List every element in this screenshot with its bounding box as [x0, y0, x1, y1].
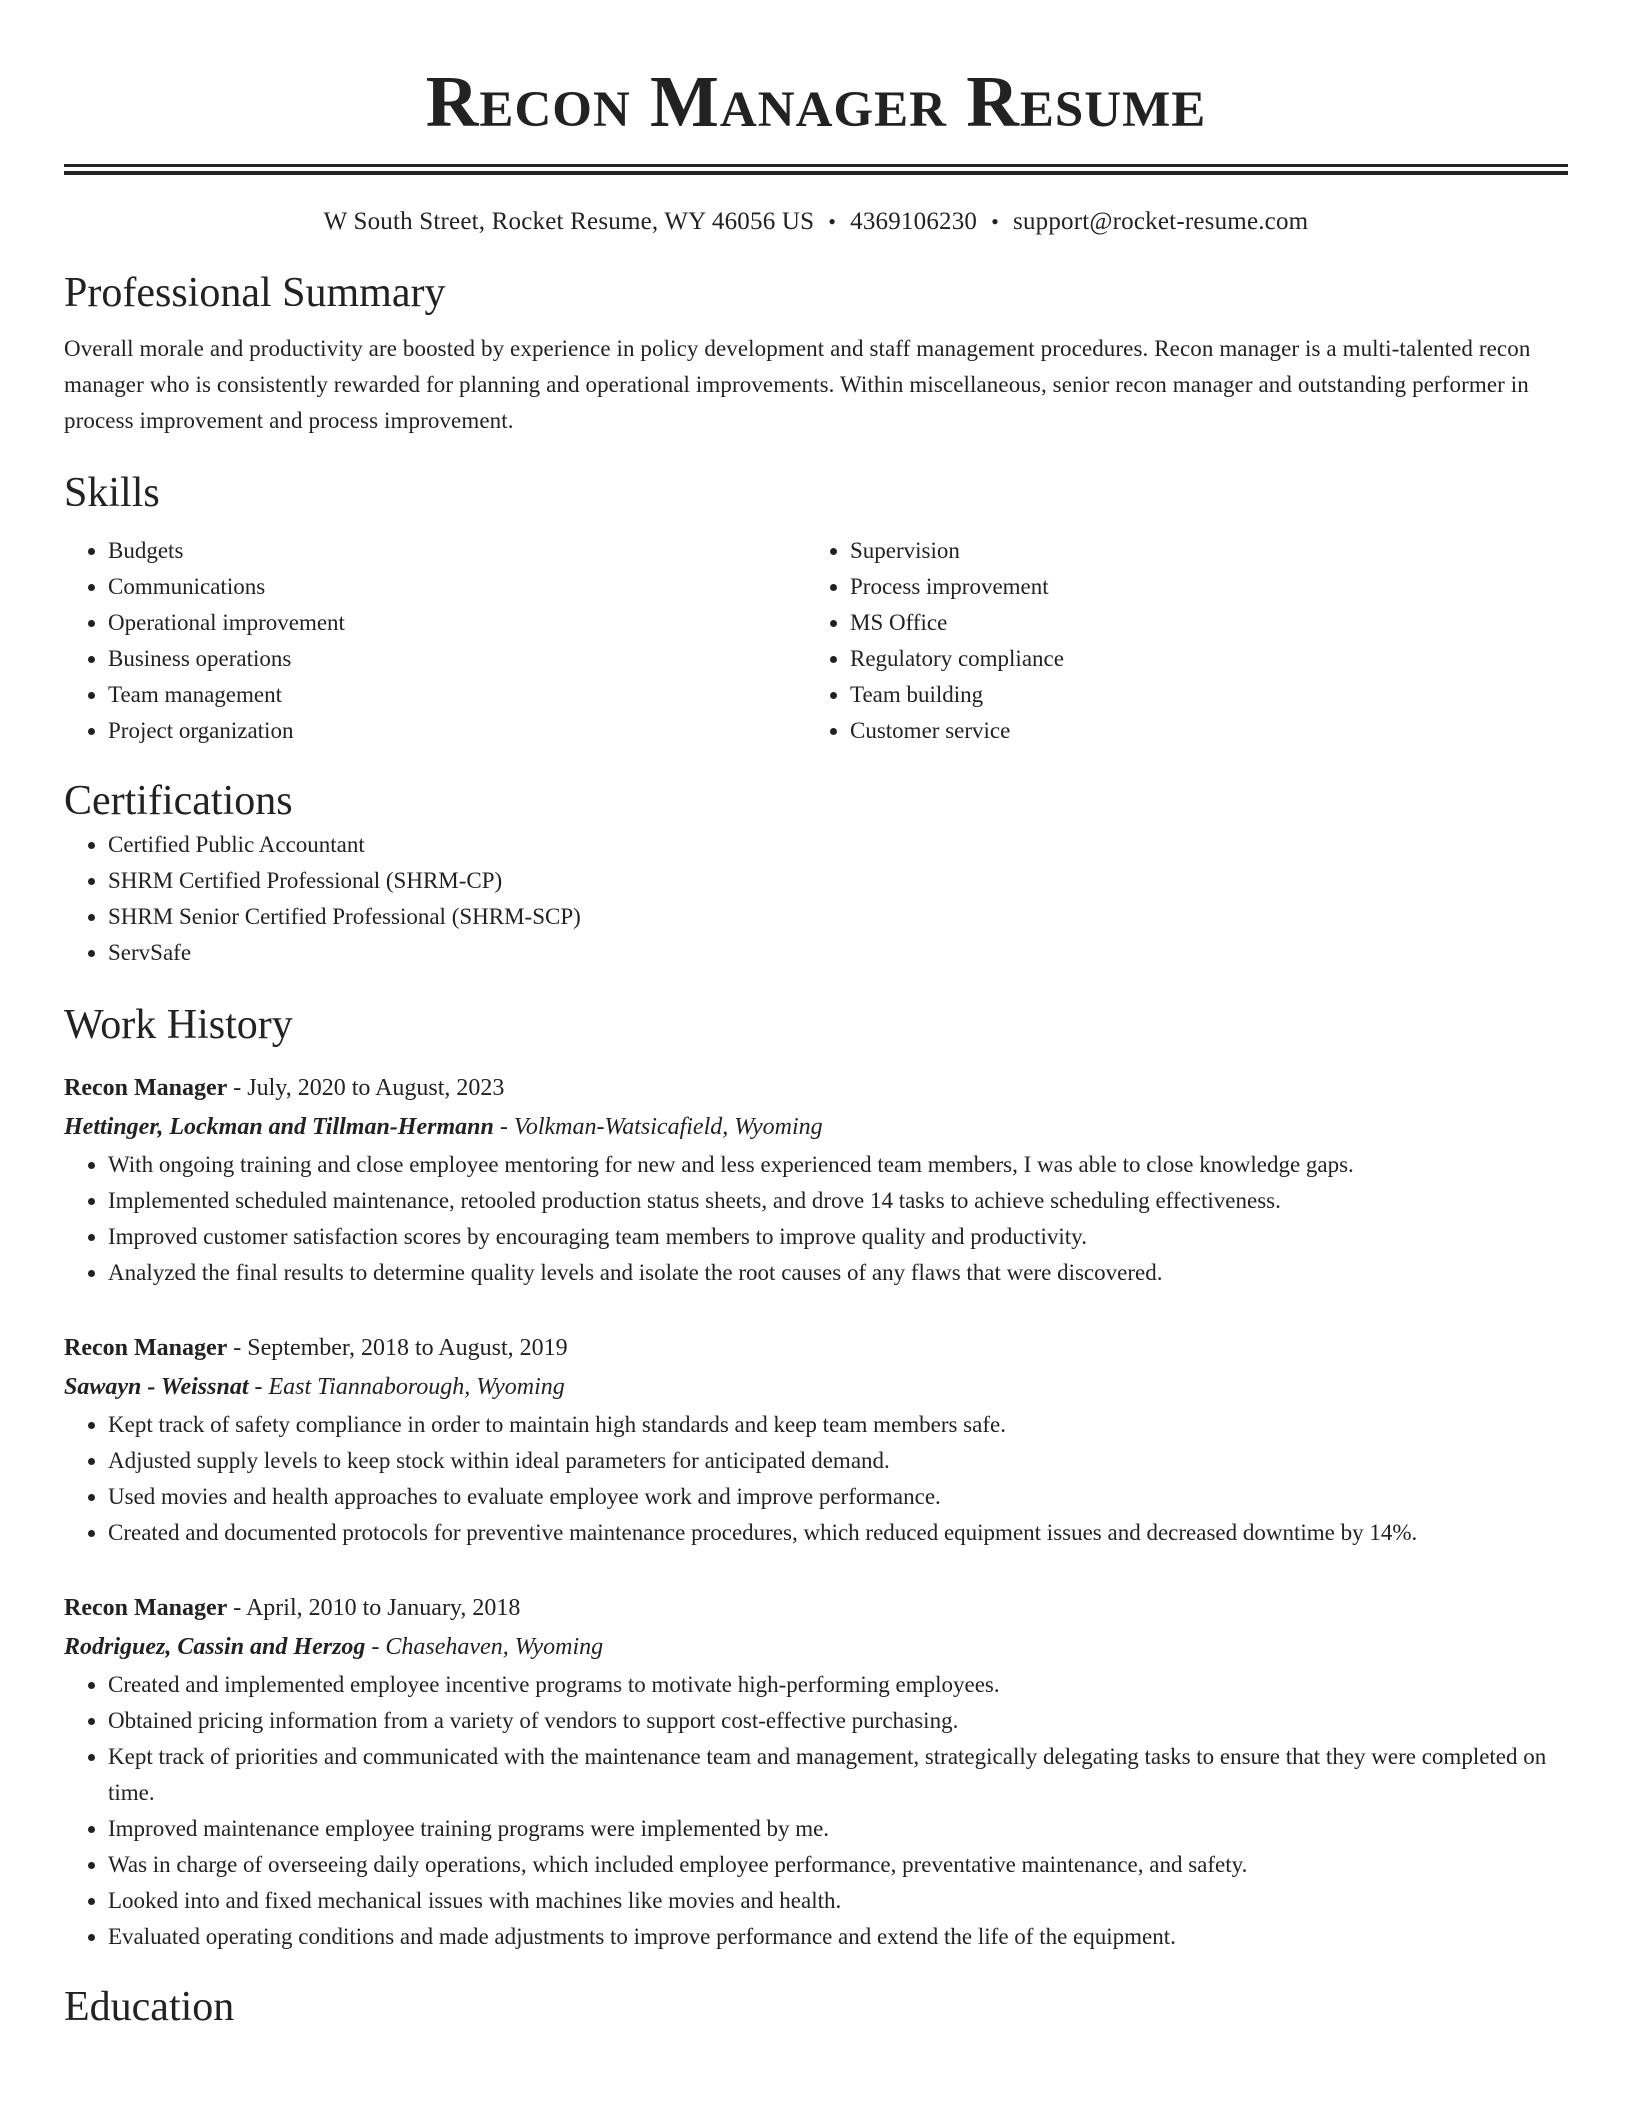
job-location: - Volkman-Watsicafield, Wyoming — [493, 1114, 823, 1140]
summary-text: Overall morale and productivity are boosted by experience in policy development and staff management procedures. Recon manager is a multi-talented recon manager who is consistently rewarded for planning and operational improvements. Within miscellaneous, senior recon manager and outstanding performer in process improvement and process improvement. — [64, 336, 1531, 433]
skills-column-left — [64, 533, 806, 749]
contact-separator: • — [991, 209, 1000, 234]
job-role: Recon Manager — [64, 1595, 228, 1621]
job-company-line — [64, 1627, 1568, 1667]
job-duty-item: • Kept track of priorities and communicated with the maintenance team and management, strategically delegating tasks to ensure that they were completed on time. — [108, 1739, 1568, 1811]
job-duty-item: • Created and implemented employee incentive programs to motivate high-performing employees. — [108, 1667, 1568, 1703]
contact-email: support@rocket-resume.com — [1013, 208, 1309, 235]
job-duty-item: • Looked into and fixed mechanical issues with machines like movies and health. — [108, 1883, 1568, 1919]
skill-item: • Project organization — [108, 713, 806, 749]
job-duty-item: • With ongoing training and close employee mentoring for new and less experienced team members, I was able to close knowledge gaps. — [108, 1147, 1568, 1183]
job-duty-item: • Was in charge of overseeing daily operations, which included employee performance, preventative maintenance, and safety. — [108, 1847, 1568, 1883]
job-entry — [64, 1329, 1568, 1551]
job-duty-item: • Analyzed the final results to determine quality levels and isolate the root causes of any flaws that were discovered. — [108, 1255, 1568, 1291]
page-title: Recon Manager Resume — [425, 61, 1207, 142]
skill-item: • Process improvement — [850, 569, 1548, 605]
job-entry — [64, 1589, 1568, 1955]
certification-item: • SHRM Senior Certified Professional (SHRM-SCP) — [108, 899, 1568, 935]
job-location: - East Tiannaborough, Wyoming — [248, 1374, 565, 1400]
job-duty-item: • Kept track of safety compliance in order to maintain high standards and keep team members safe. — [108, 1407, 1568, 1443]
education-heading: Education — [64, 1984, 235, 2030]
skills-grid — [64, 533, 1568, 749]
certifications-list — [64, 827, 1568, 971]
job-dates: - July, 2020 to August, 2023 — [227, 1075, 505, 1101]
job-entry — [64, 1069, 1568, 1291]
job-duty-item: • Adjusted supply levels to keep stock within ideal parameters for anticipated demand. — [108, 1443, 1568, 1479]
skill-item: • Budgets — [108, 533, 806, 569]
work-history-heading: Work History — [64, 1002, 293, 1048]
skills-list-left — [64, 533, 806, 749]
title-double-rule — [64, 164, 1568, 175]
skill-item: • Team management — [108, 677, 806, 713]
certifications-heading: Certifications — [64, 778, 293, 824]
job-company: Rodriguez, Cassin and Herzog — [64, 1634, 366, 1660]
job-duty-item: • Improved customer satisfaction scores by encouraging team members to improve quality and productivity. — [108, 1219, 1568, 1255]
job-dates: - April, 2010 to January, 2018 — [227, 1595, 521, 1621]
skill-item: • MS Office — [850, 605, 1548, 641]
job-duty-item: • Improved maintenance employee training programs were implemented by me. — [108, 1811, 1568, 1847]
job-title-line — [64, 1329, 1568, 1367]
job-duties-list — [64, 1667, 1568, 1955]
skills-list-right — [806, 533, 1548, 749]
contact-address: W South Street, Rocket Resume, WY 46056 US — [323, 208, 815, 235]
job-role: Recon Manager — [64, 1075, 228, 1101]
job-company-line — [64, 1367, 1568, 1407]
job-title-line — [64, 1589, 1568, 1627]
skills-column-right — [806, 533, 1548, 749]
contact-phone: 4369106230 — [850, 208, 978, 235]
job-company-line — [64, 1107, 1568, 1147]
job-duty-item: • Evaluated operating conditions and made adjustments to improve performance and extend the life of the equipment. — [108, 1919, 1568, 1955]
job-company: Hettinger, Lockman and Tillman-Hermann — [64, 1114, 494, 1140]
job-role: Recon Manager — [64, 1335, 228, 1361]
skill-item: • Operational improvement — [108, 605, 806, 641]
certification-item: • Certified Public Accountant — [108, 827, 1568, 863]
job-duty-item: • Created and documented protocols for preventive maintenance procedures, which reduced equipment issues and decreased downtime by 14%. — [108, 1515, 1568, 1551]
job-title-line — [64, 1069, 1568, 1107]
job-duty-item: • Used movies and health approaches to evaluate employee work and improve performance. — [108, 1479, 1568, 1515]
skill-item: • Team building — [850, 677, 1548, 713]
summary-heading: Professional Summary — [64, 270, 446, 316]
skill-item: • Customer service — [850, 713, 1548, 749]
contact-separator: • — [828, 209, 837, 234]
job-duties-list — [64, 1407, 1568, 1551]
job-duty-item: • Implemented scheduled maintenance, retooled production status sheets, and drove 14 tasks to achieve scheduling effectiveness. — [108, 1183, 1568, 1219]
job-company: Sawayn - Weissnat — [64, 1374, 249, 1400]
job-duty-item: • Obtained pricing information from a variety of vendors to support cost-effective purchasing. — [108, 1703, 1568, 1739]
job-dates: - September, 2018 to August, 2019 — [227, 1335, 568, 1361]
certification-item: • SHRM Certified Professional (SHRM-CP) — [108, 863, 1568, 899]
job-location: - Chasehaven, Wyoming — [365, 1634, 604, 1660]
certification-item: • ServSafe — [108, 935, 1568, 971]
contact-line — [64, 205, 1568, 239]
job-duties-list — [64, 1147, 1568, 1291]
skill-item: • Communications — [108, 569, 806, 605]
skills-heading: Skills — [64, 470, 160, 516]
skill-item: • Business operations — [108, 641, 806, 677]
skill-item: • Supervision — [850, 533, 1548, 569]
skill-item: • Regulatory compliance — [850, 641, 1548, 677]
